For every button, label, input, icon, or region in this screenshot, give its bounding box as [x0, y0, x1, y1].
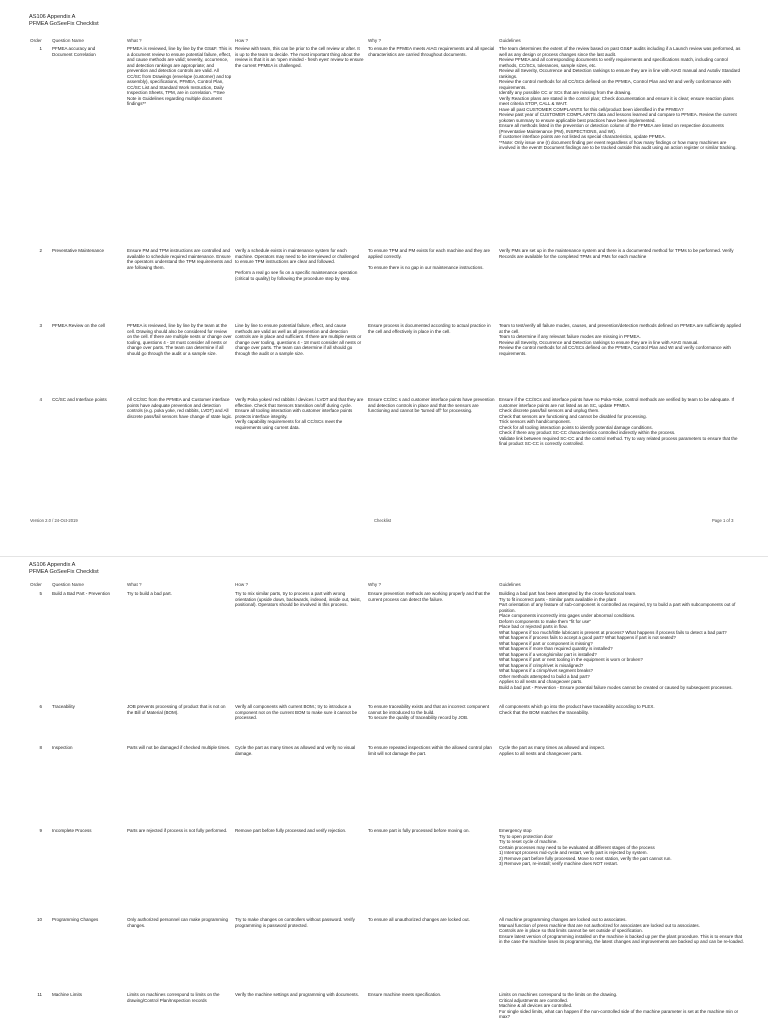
document-subtitle: PFMEA GoSeeFix Checklist [29, 569, 99, 575]
row-question: Traceability [52, 704, 75, 709]
column-header-why: Why ? [368, 582, 382, 587]
row-guidelines: Cycle the part as many times as allowed and inspect. Applies to all nests and changeover parts. [499, 745, 606, 756]
column-header-why: Why ? [368, 38, 382, 43]
row-what: PFMEA is reviewed, line by line by the team at the cell. Drawing should also be considered for review on the cell. If there are multiple nests or change over tooling, questions 4 - 18 must consider all nests or change over parts. The team can determine if all should go through the audit or a sample size. [127, 323, 232, 356]
row-guidelines: All components which go into the product have traceability according to PLEX. Check that the BOM matches the traceability. [499, 704, 655, 715]
row-why: To ensure traceability exists and that an incorrect component cannot be introduced to the build. To secure the quality of traceability record by JOB. [368, 704, 490, 720]
row-why: To ensure all unauthorized changes are locked out. [368, 917, 470, 922]
document-title: AS106 Appendix A [29, 14, 76, 20]
column-header-guidelines: Guidelines [499, 582, 521, 587]
row-how: Verify Poka yokes/ red rabbits / devices / LVDT and that they are effective. Check that Sensors transition on/off during cycle. Ensure all tooling interaction with customer interface points protects interface integrity. Verify capability requirements for all CC/SCs meet the requirements using current data. [235, 397, 364, 430]
column-header-row [0, 582, 768, 590]
row-guidelines: Ensure if the CC/SCs and interface points have no Poka-Yoke, control methods are verified by team to be adequate. If customer interface points are not listed as an SC, update PFMEA. Check discrete pass/fail sensors and unplug them. Check that sensors are functioning and cannot be disabled for processing. Trick sensors with hand/component. Check for all tooling interaction points to identify potential damage conditions. Check if there any product SC-CC characteristics controlled indirectly within the process. Validate link between required SC-CC and the control method. Try to vary related process parameters to ensure that the final product SC-CC is correctly controlled. [499, 397, 738, 446]
row-why: To ensure part is fully processed before moving on. [368, 828, 470, 833]
row-order: 4 [39, 397, 42, 402]
row-order: 10 [36, 917, 42, 922]
row-why: To ensure the PFMEA meets AIAG requirements and all special characteristics are carried throughout documents. [368, 46, 495, 57]
row-how: Cycle the part as many times as allowed and verify no visual damage. [235, 745, 356, 756]
row-order: 3 [39, 323, 42, 328]
footer-version: Version 2.0 / 24-Oct-2019 [30, 518, 78, 523]
row-order: 1 [39, 46, 42, 51]
row-how: Verify the machine settings and programming with documents. [235, 992, 360, 997]
row-what: Limits on machines correspond to limits on the drawing/Control Plan/Inspection records [127, 992, 220, 1003]
row-guidelines: All machine programming changes are locked out to associates. Manual function of press machine that are not authorized for associates are locked out to associates. Controls are in place so that limits cannot be set outside of specification. Ensure latest version of programming installed on the machine is backed up per the plant procedure. This is to ensure that in the case the machine loses its programming, the latest changes and improvements are backed up and can be re-loaded. [499, 917, 744, 944]
row-guidelines: Verify PMs are set up in the maintenance system and there is a documented method for TPMs to be performed. Verify Records are available for the completed TPMs and PMs for each machine [499, 248, 734, 259]
column-header-order: Order [30, 38, 42, 43]
row-question: PFMEA accuracy and Document Correlation [52, 46, 96, 57]
column-header-row [0, 38, 768, 46]
document-title: AS106 Appendix A [29, 562, 76, 568]
row-question: Machine Limits [52, 992, 83, 997]
row-why: Ensure process is documented according to actual practice in the cell and effectively in place in the cell. [368, 323, 491, 334]
row-guidelines: Emergency stop Try to open protection door Try to reset cycle of machine. Certain processes may need to be evaluated at different stages of the process 1) Interrupt process mid-cycle and restart, verify part is rejected by system. 2) Remove part before fully processed. Move to next station, verify the part cannot run. 3) Remove part, re-install; verify machine does NOT restart. [499, 828, 672, 866]
row-question: PFMEA Review on the cell [52, 323, 106, 328]
footer-label: Checklist [374, 518, 391, 523]
row-why: Ensure CC/SC s and customer interface points have prevention and detection controls in place and that the sensors are functioning and cannot be 'turned off' for processing. [368, 397, 495, 413]
row-why: To ensure TPM and PM exists for each machine and they are applied correctly. To ensure there is no gap in our maintenance instructions. [368, 248, 490, 270]
row-how: Try to make changes on controllers without password. Verify programming is password protected. [235, 917, 355, 928]
row-order: 6 [39, 704, 42, 709]
row-how: Verify all components with current BOM.; try to introduce a component not on the current BOM to make sure it cannot be processed. [235, 704, 358, 720]
row-order: 9 [39, 828, 42, 833]
row-question: Preventative Maintenance [52, 248, 105, 253]
row-why: Ensure prevention methods are working properly and that the current process can detect the failure. [368, 591, 491, 602]
row-order: 2 [39, 248, 42, 253]
row-guidelines: Building a bad part has been attempted by the cross-functional team. Try to fit incorrect parts - Similar parts available in the plant Part orientation of any feature of sub-component is controlled as required, try to build a part with subcomponents out of position. Place components incorrectly into gages under abnormal conditions. Deform components to make them "fit for use" Place bad or rejected parts in flow. What happens if too much/little lubricant is present at process? What happens if process fails to detect a bad part? What happens if process fails to accept a good part? What happens if part is not seated? What happens if part or component is missing? What happens if more than required quantity is installed? What happens if a wrong/similar part is installed? What happens if part or nest tooling in the equipment is worn or broken? What happens if crimp/rivet is misaligned? What happens if a crimp/rivet segment breaks? Other methods attempted to build a bad part? Applies to all nests and changeover parts. Build a bad part - Prevention - Ensure potential failure modes cannot be created or caused by subsequent processes. [499, 591, 736, 690]
row-order: 5 [39, 591, 42, 596]
row-guidelines: Team to test/verify all failure modes, causes, and prevention/detection methods defined on PFMEA are sufficiently applied at the cell. Team to determine if any relevant failure modes are missing in PFMEA. Review all Severity, Occurrence and Detection rankings to ensure they are in line with AIAG manual. Review the control methods for all CC/SCs defined on the PFMEA, Control Plan and WI and verify conformance with requirements. [499, 323, 742, 356]
document-header [29, 562, 99, 576]
row-how: Remove part before fully processed and verify rejection. [235, 828, 347, 833]
column-header-what: What ? [127, 38, 142, 43]
row-how: Try to mix similar parts, try to process a part with wrong orientation (upside down, backwards, indexed, inside out, twist, positional). Operators should be involved in this process. [235, 591, 361, 607]
row-what: Parts are rejected if process is not fully performed. [127, 828, 228, 833]
row-what: Only authorized personnel can make programming changes. [127, 917, 229, 928]
row-what: Parts will not be damaged if checked multiple times. [127, 745, 231, 750]
row-what: Ensure PM and TPM instructions are controlled and available to schedule required maintenance. Ensure the operators understand the TPM requirements and are following them. [127, 248, 232, 270]
row-guidelines: Limits on machines correspond to the limits on the drawing. Critical adjustments are controlled. Machine & all devices are controlled. For single sided limits, what can happen if the non-controlled side of the machine parameter is set at the machine min or max? [499, 992, 739, 1019]
row-what: Try to build a bad part. [127, 591, 172, 596]
row-how: Review with team, this can be prior to the cell review or after. It is up to the team to decide. The most important thing about the review is that it is an 'open minded - fresh eyes' review to ensure the current PFMEA is challenged. [235, 46, 364, 68]
row-order: 8 [39, 745, 42, 750]
footer-page-number: Page 1 of 3 [712, 518, 734, 523]
column-header-question: Question Name [52, 582, 84, 587]
row-question: Inspection [52, 745, 73, 750]
row-how: Verify a schedule exists in maintenance system for each machine. Operators may need to be interviewed or challenged to ensure TPM instructions are clear and followed. Perform a real go see fix on a specific maintenance operation (critical to quality) by following the procedure step by step. [235, 248, 360, 281]
column-header-guidelines: Guidelines [499, 38, 521, 43]
row-what: PFMEA is reviewed, line by line by the GS&F. This is a document review to ensure potential failure, effect, and cause methods are valid; severity, occurrence, and detection rankings are appropriate; and prevention and detection controls are valid. All CC/SC from Drawings (envelope (customer) and top assembly), specifications, PFMEA, Control Plan, CC/SC List and Standard Work Instruction, Daily Inspection Sheets, TPM, are in correlation. **See Note in Guidelines regarding multiple document findings** [127, 46, 232, 106]
column-header-question: Question Name [52, 38, 84, 43]
column-header-what: What ? [127, 582, 142, 587]
column-header-how: How ? [235, 38, 249, 43]
row-what: All CC/SC from the PFMEA and Customer interface points have adequate prevention and detection controls (e.g. poka yoke, red rabbits, LVDT) and All discrete pass/fail sensors have change of state logic. [127, 397, 233, 419]
row-how: Line by line to ensure potential failure, effect, and cause methods are valid as well as all prevention and detection controls are in place and sufficient. If there are multiple nests or change over tooling, questions 4 - 18 must consider all nests or change over parts. The team can determine if all should go through the audit or a sample size. [235, 323, 362, 356]
row-question: Build a Bad Part - Prevention [52, 591, 111, 596]
row-guidelines: The team determines the extent of the review based on past GS&F audits including if a Launch review was performed, as well as any design or process changes since the last audit. Review PFMEA and all corresponding documents to verify requirements and specifications match, including control methods, CC/SCs, tolerances, sample sizes, etc. Review all Severity, Occurrence and Detection rankings to ensure they are in line with AIAG manual and Autoliv Standard rankings. Review the control methods for all CC/SCs defined on the PFMEA, Control Plan and WI and verify conformance with requirements. Identify any possible CC or SCs that are missing from the drawing. Verify Reaction plans are stated in the control plan; Check documentation and ensure it is clear; ensure reaction plans meet criteria STOP, CALL & WAIT. Have all past CUSTOMER COMPLAINTS for this cell/product been identified in the PFMEA? Review past year of CUSTOMER COMPLAINTS data and lessons learned and compare to PFMEA. Review the current yokoten summary to ensure applicable best practices have been implemented. Ensure all methods listed in the prevention or detection column of the FFMEA are listed on respective documents (Preventative Maintenance (PM), INSPECTIONS, and WI). If customer interface points are not listed as special characteristics, update PFMEA. **Note: Only issue one (I) document finding per event regardless of how many findings or how many machines are involved in the event!! Document findings are to be tracked outside this audit using an action register or similar tracking. [499, 46, 741, 150]
row-question: Incomplete Process [52, 828, 92, 833]
row-why: Ensure machine meets specification. [368, 992, 442, 997]
row-question: CC/SC and Interface points [52, 397, 107, 402]
checklist-page-2 [0, 556, 768, 1025]
column-header-order: Order [30, 582, 42, 587]
column-header-how: How ? [235, 582, 249, 587]
row-question: Programming Changes [52, 917, 99, 922]
document-subtitle: PFMEA GoSeeFix Checklist [29, 21, 99, 27]
row-order: 11 [37, 992, 42, 997]
document-header [29, 14, 99, 28]
row-what: JOB prevents processing of product that is not on the Bill of Material (BOM). [127, 704, 226, 715]
row-why: To ensure repeated inspections within the allowed control plan limit will not damage the part. [368, 745, 492, 756]
